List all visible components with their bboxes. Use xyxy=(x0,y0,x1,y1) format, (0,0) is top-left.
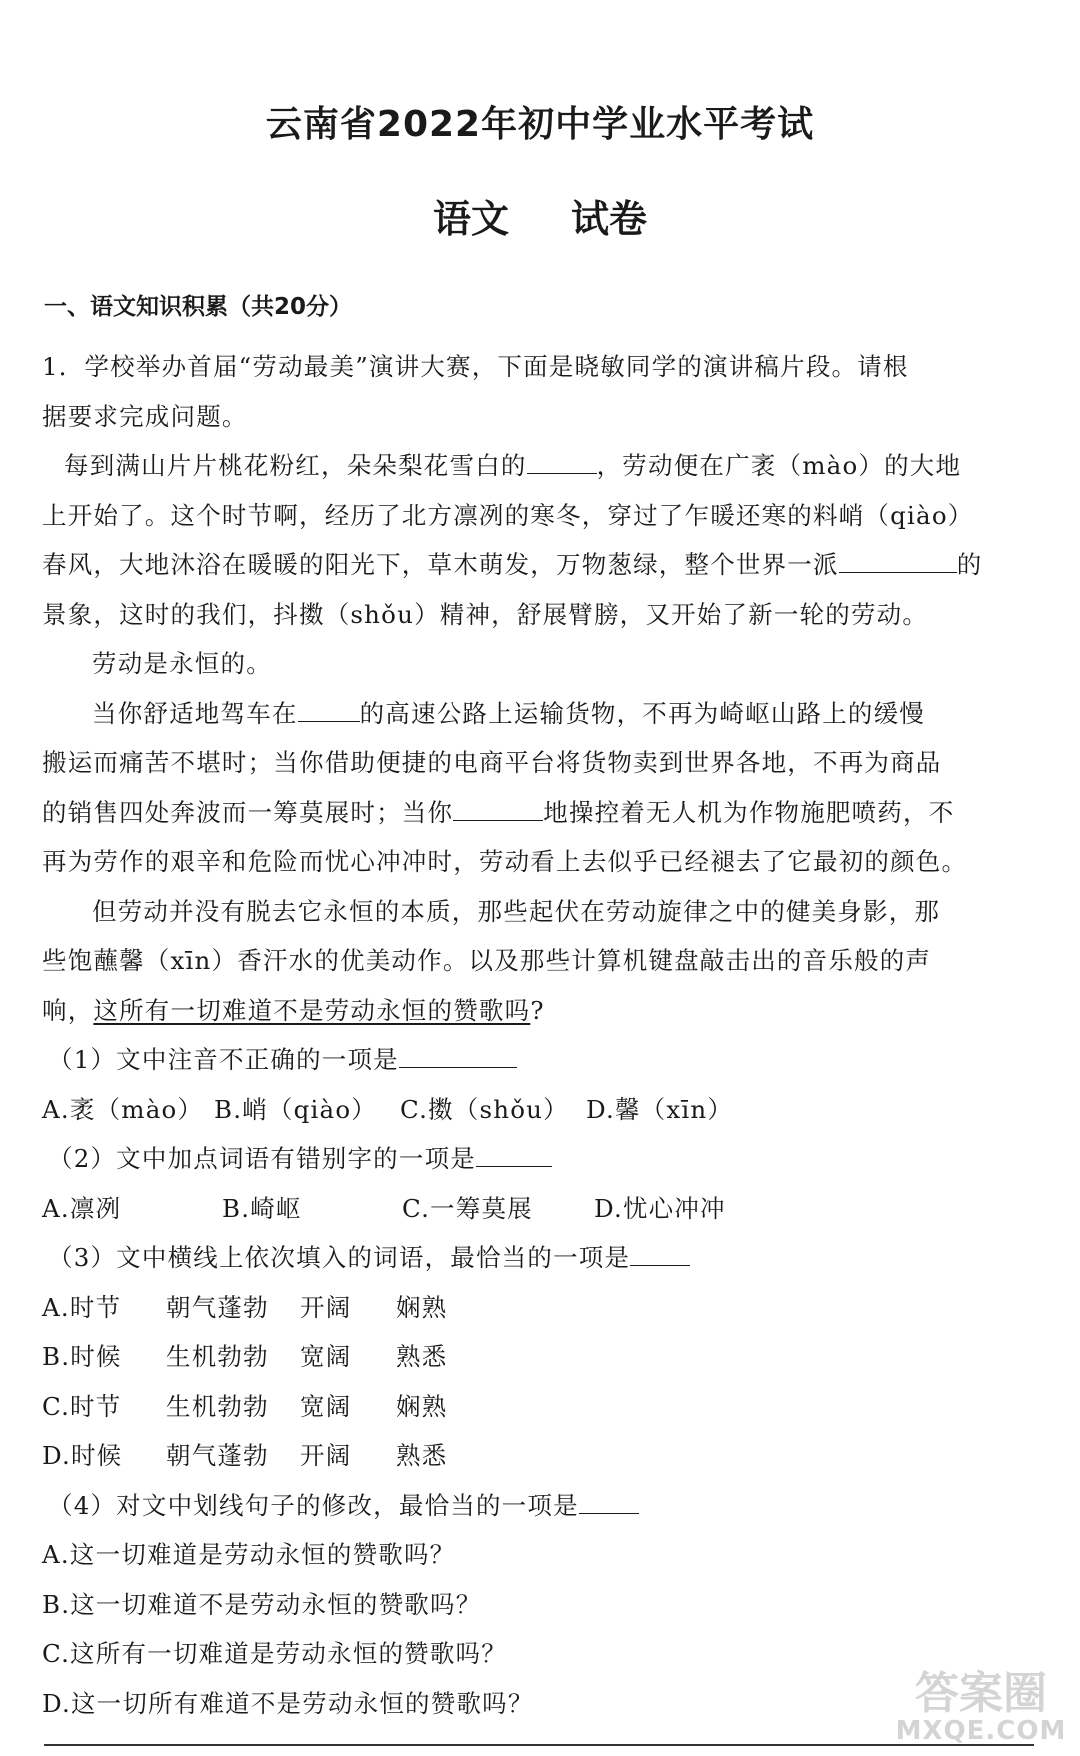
option: B.崎岖 xyxy=(222,1193,302,1223)
passage-line: 景象，这时的我们，抖擞（shǒu）精神，舒展臂膀，又开始了新一轮的劳动。 xyxy=(42,599,929,629)
option: D.忧心冲冲 xyxy=(594,1193,726,1223)
option: B.这一切难道不是劳动永恒的赞歌吗？ xyxy=(42,1589,482,1619)
sub-question-3-option-row: C.时节 生机勃勃 宽阔 娴熟 xyxy=(42,1391,448,1421)
sub-question-1: （1）文中注音不正确的一项是 xyxy=(42,1045,1042,1095)
sub-question-4: （4）对文中划线句子的修改，最恰当的一项是 xyxy=(42,1491,1042,1541)
watermark-url: MXQE.COM xyxy=(895,1716,1067,1746)
sub-question-3-option-row: D.时候 朝气蓬勃 开阔 熟悉 xyxy=(42,1441,448,1470)
passage-line: 每到满山片片桃花粉红，朵朵梨花雪白的 ，劳动便在广袤（mào）的大地 xyxy=(64,451,962,480)
passage-line: 当你舒适地驾车在 的高速公路上运输货物，不再为崎岖山路上的缓慢 xyxy=(92,698,926,728)
option: A.这一切难道是劳动永恒的赞歌吗？ xyxy=(42,1540,456,1569)
watermark-logo xyxy=(888,1668,1074,1752)
passage-line: 的销售四处奔波而一筹莫展时；当你 地操控着无人机为作物施肥喷药，不 xyxy=(42,797,955,827)
section-heading: 一、语文知识积累（共20分） xyxy=(44,294,353,320)
fill-blank-2 xyxy=(839,550,957,573)
sub-question-3-option-row: A.时节 朝气蓬勃 开阔 娴熟 xyxy=(42,1292,448,1322)
passage-line: 劳动是永恒的。 xyxy=(92,649,272,678)
passage-line: 些饱蘸馨（xīn）香汗水的优美动作。以及那些计算机键盘敲击出的音乐般的声 xyxy=(42,946,932,975)
passage-line: 但劳动并没有脱去它永恒的本质，那些起伏在劳动旋律之中的健美身影，那 xyxy=(92,896,941,926)
option: C.擞（shǒu） xyxy=(400,1094,569,1124)
fill-blank-3 xyxy=(298,699,360,722)
fill-blank-4 xyxy=(453,798,543,821)
q1-stem-line: 1．学校举办首届“劳动最美”演讲大赛，下面是晓敏同学的演讲稿片段。请根 xyxy=(42,352,909,381)
passage-line: 春风，大地沐浴在暖暖的阳光下，草木萌发，万物葱绿，整个世界一派 的 xyxy=(42,550,983,579)
underlined-sentence: 这所有一切难道不是劳动永恒的赞歌吗 xyxy=(93,995,531,1025)
fill-blank-1 xyxy=(527,451,597,474)
answer-blank xyxy=(476,1144,552,1167)
sub-question-3: （3）文中横线上依次填入的词语，最恰当的一项是 xyxy=(42,1243,1042,1293)
option: A.凛冽 xyxy=(42,1193,122,1223)
q1-stem-line: 据要求完成问题。 xyxy=(42,401,248,431)
sub-question-3-option-row: B.时候 生机勃勃 宽阔 熟悉 xyxy=(42,1342,448,1371)
bottom-rule xyxy=(44,1744,1034,1746)
exam-title: 云南省2022年初中学业水平考试 xyxy=(265,104,815,145)
option: C.这所有一切难道是劳动永恒的赞歌吗？ xyxy=(42,1639,507,1668)
sub-question-2: （2）文中加点词语有错别字的一项是 xyxy=(42,1144,1042,1194)
question-1 xyxy=(42,352,1042,1738)
exam-subtitle xyxy=(0,188,1080,243)
watermark-brand: 答案圈 xyxy=(915,1668,1047,1719)
answer-blank xyxy=(630,1243,690,1266)
answer-blank xyxy=(399,1045,517,1068)
option: D.这一切所有难道不是劳动永恒的赞歌吗？ xyxy=(42,1688,534,1718)
passage-line: 上开始了。这个时节啊，经历了北方凛冽的寒冬，穿过了乍暖还寒的料峭（qiào） xyxy=(42,500,974,530)
paper-label: 试卷 xyxy=(571,197,648,241)
option: B.峭（qiào） xyxy=(214,1094,377,1124)
subject-label: 语文 xyxy=(432,197,509,241)
sub-question-1-options xyxy=(42,1095,1042,1145)
option: A.袤（mào） xyxy=(42,1094,204,1124)
passage-line: 搬运而痛苦不堪时；当你借助便捷的电商平台将货物卖到世界各地，不再为商品 xyxy=(42,748,942,777)
option: C.一筹莫展 xyxy=(402,1193,533,1223)
passage-line: 响，这所有一切难道不是劳动永恒的赞歌吗? xyxy=(42,995,545,1025)
answer-blank xyxy=(579,1491,639,1514)
option: D.馨（xīn） xyxy=(586,1094,734,1124)
sub-question-2-options xyxy=(42,1194,1042,1244)
passage-line: 再为劳作的艰辛和危险而忧心冲冲时，劳动看上去似乎已经褪去了它最初的颜色。 xyxy=(42,847,968,876)
